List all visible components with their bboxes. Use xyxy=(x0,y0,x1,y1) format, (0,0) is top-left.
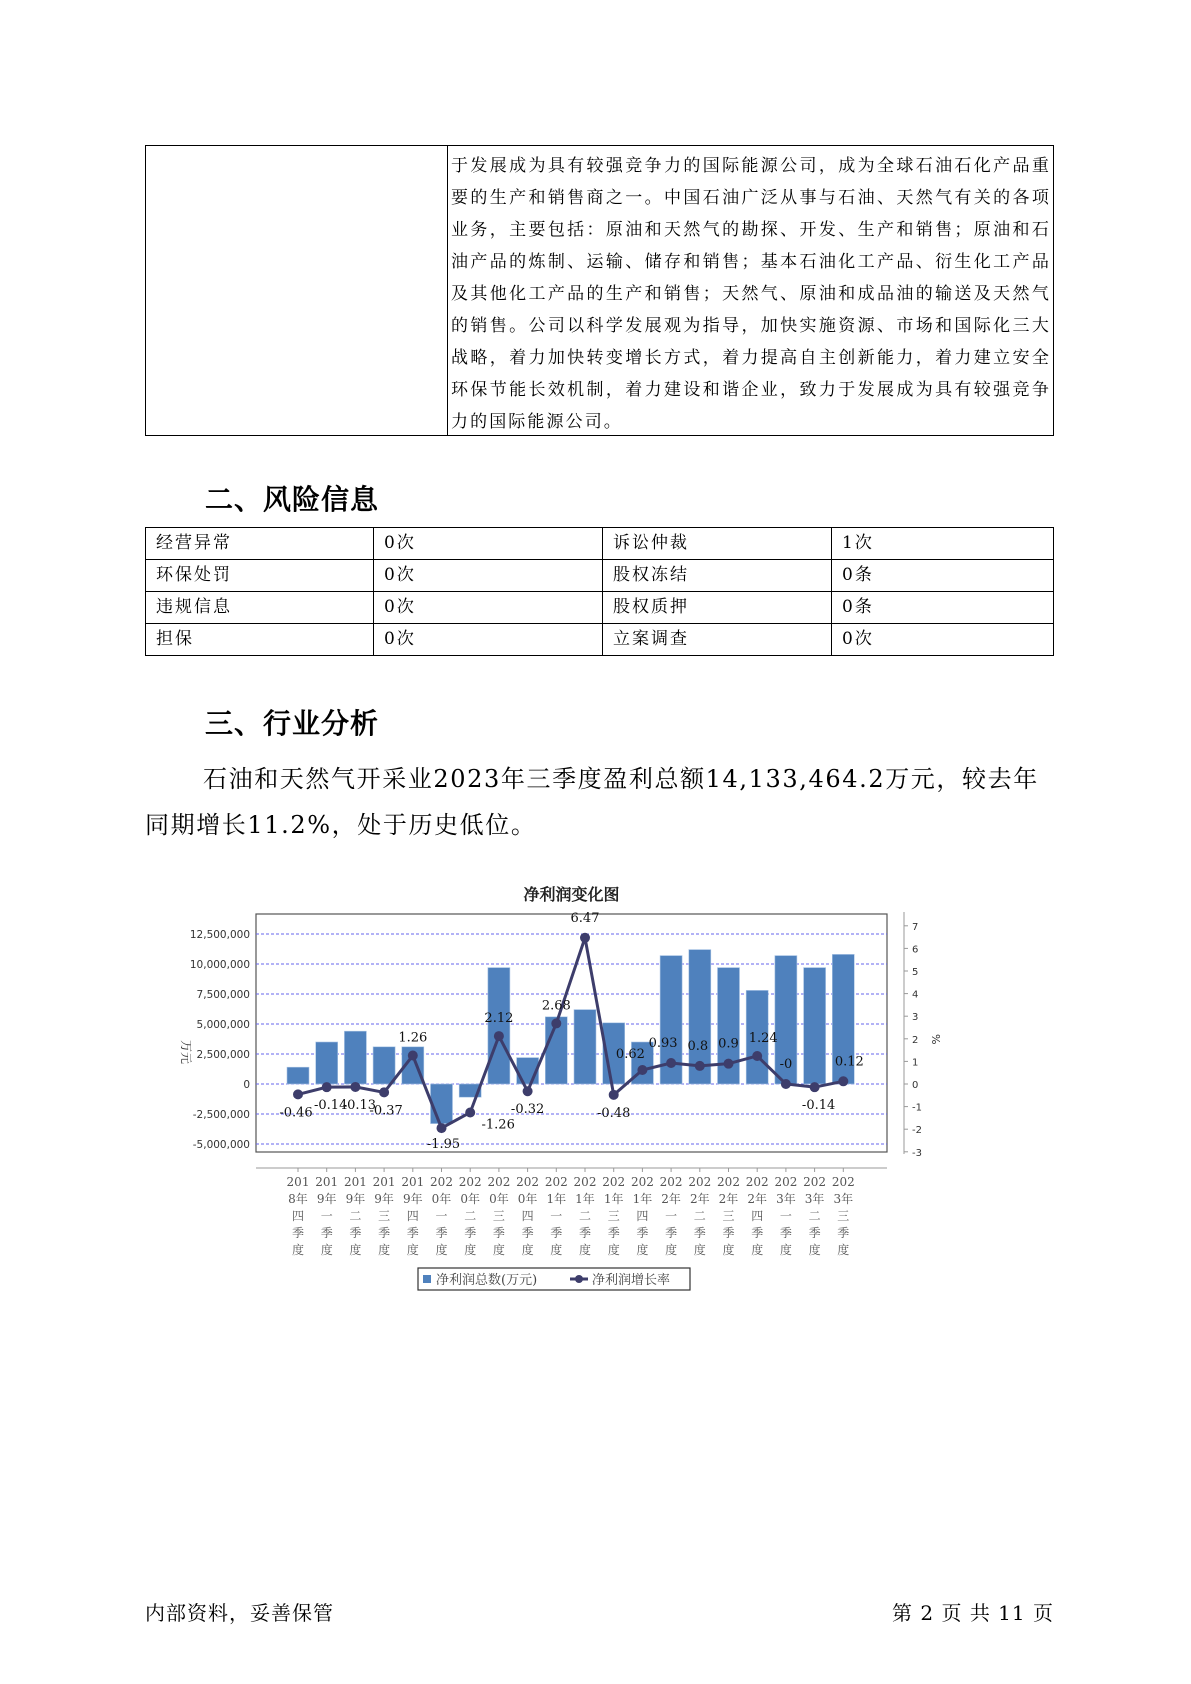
x-tick-label: 度 xyxy=(320,1243,333,1257)
risk-label: 违规信息 xyxy=(146,592,374,624)
x-tick-label: 3年 xyxy=(833,1192,854,1206)
x-tick-label: 201 xyxy=(372,1175,396,1189)
growth-rate-point xyxy=(609,1090,619,1100)
risk-label: 股权冻结 xyxy=(603,560,832,592)
net-profit-chart xyxy=(170,870,1030,1330)
x-tick-label: 季 xyxy=(435,1226,448,1240)
y-tick-label: -2,500,000 xyxy=(192,1109,250,1121)
data-label: -0.13 xyxy=(342,1097,377,1113)
x-tick-label: 0年 xyxy=(517,1192,538,1206)
risk-label: 担保 xyxy=(146,624,374,656)
x-tick-label: 202 xyxy=(630,1175,654,1189)
x-tick-label: 四 xyxy=(291,1209,305,1223)
risk-value: 0次 xyxy=(374,624,603,656)
legend-line-marker xyxy=(575,1275,583,1283)
data-label: -0.48 xyxy=(597,1105,631,1121)
industry-paragraph: 石油和天然气开采业2023年三季度盈利总额14,133,464.2万元，较去年同期增长11.2%，处于历史低位。 xyxy=(145,765,1039,839)
data-label: -0.46 xyxy=(279,1105,313,1121)
x-tick-label: 季 xyxy=(636,1226,649,1240)
data-label: 0.62 xyxy=(615,1046,645,1062)
x-tick-label: 季 xyxy=(693,1226,706,1240)
data-label: 0.12 xyxy=(834,1054,864,1070)
growth-rate-point xyxy=(666,1058,676,1068)
x-tick-label: 四 xyxy=(751,1209,764,1223)
growth-rate-point xyxy=(695,1061,705,1071)
risk-table-row xyxy=(146,528,1054,560)
risk-label: 立案调查 xyxy=(603,624,832,656)
x-tick-label: 二 xyxy=(464,1209,477,1223)
footer-page-number: 第 2 页 共 11 页 xyxy=(892,1601,1054,1625)
x-tick-label: 9年 xyxy=(402,1192,423,1206)
risk-value: 0次 xyxy=(374,592,603,624)
x-tick-label: 0年 xyxy=(460,1192,481,1206)
x-tick-label: 0年 xyxy=(431,1192,452,1206)
x-tick-label: 1年 xyxy=(632,1192,653,1206)
x-tick-label: 1年 xyxy=(575,1192,595,1206)
x-tick-label: 一 xyxy=(320,1209,333,1223)
growth-rate-point xyxy=(350,1082,360,1092)
growth-rate-point xyxy=(637,1065,647,1075)
x-tick-label: 202 xyxy=(544,1175,568,1189)
x-tick-label: 一 xyxy=(665,1209,678,1223)
x-tick-label: 季 xyxy=(492,1226,505,1240)
x-tick-label: 二 xyxy=(349,1209,362,1223)
x-tick-label: 三 xyxy=(378,1209,391,1223)
x-tick-label: 2年 xyxy=(689,1192,710,1206)
data-label: 2.68 xyxy=(541,998,571,1014)
chart-svg xyxy=(170,870,1030,1330)
y2-tick-label: 2 xyxy=(912,1034,919,1046)
risk-value: 0次 xyxy=(374,560,603,592)
industry-section-heading: 三、行业分析 xyxy=(205,707,380,740)
x-tick-label: 202 xyxy=(458,1175,482,1189)
legend-bar-swatch xyxy=(423,1275,431,1283)
x-tick-label: 三 xyxy=(492,1209,505,1223)
x-tick-label: 季 xyxy=(665,1226,678,1240)
x-tick-label: 201 xyxy=(401,1175,425,1189)
x-tick-label: 度 xyxy=(464,1243,477,1257)
x-tick-label: 度 xyxy=(837,1243,850,1257)
x-tick-label: 季 xyxy=(751,1226,764,1240)
y2-tick-label: -3 xyxy=(912,1147,922,1159)
x-tick-label: 季 xyxy=(521,1226,534,1240)
x-tick-label: 一 xyxy=(550,1209,563,1223)
growth-rate-point xyxy=(724,1059,734,1069)
growth-rate-point xyxy=(293,1089,303,1099)
x-tick-label: 9年 xyxy=(316,1192,337,1206)
growth-rate-point xyxy=(437,1123,447,1133)
y-tick-label: 10,000,000 xyxy=(189,959,250,971)
y2-tick-label: 0 xyxy=(912,1080,919,1091)
x-tick-label: 201 xyxy=(315,1175,339,1189)
growth-rate-point xyxy=(379,1087,389,1097)
x-tick-label: 度 xyxy=(808,1243,821,1257)
x-tick-label: 202 xyxy=(487,1175,511,1189)
y-axis-label: 万元 xyxy=(179,1040,193,1065)
x-tick-label: 二 xyxy=(693,1209,706,1223)
x-tick-label: 季 xyxy=(722,1226,735,1240)
data-label: 0.9 xyxy=(718,1036,739,1052)
x-tick-label: 2年 xyxy=(718,1192,739,1206)
risk-label: 经营异常 xyxy=(146,528,374,560)
x-tick-label: 四 xyxy=(636,1209,649,1223)
chart-title: 净利润变化图 xyxy=(523,885,620,904)
data-label: -1.95 xyxy=(426,1137,461,1153)
risk-value: 0次 xyxy=(832,624,1054,656)
x-tick-label: 202 xyxy=(516,1175,540,1189)
risk-info-table xyxy=(145,527,1054,656)
risk-value: 0条 xyxy=(832,592,1054,624)
growth-rate-point xyxy=(810,1082,820,1092)
x-tick-label: 1年 xyxy=(603,1192,624,1206)
x-tick-label: 三 xyxy=(722,1209,735,1223)
x-tick-label: 度 xyxy=(435,1243,448,1257)
x-tick-label: 202 xyxy=(430,1175,453,1189)
x-tick-label: 一 xyxy=(435,1209,448,1223)
x-tick-label: 季 xyxy=(320,1226,333,1240)
x-tick-label: 二 xyxy=(808,1209,821,1223)
y2-tick-label: 6 xyxy=(912,944,919,956)
x-tick-label: 季 xyxy=(550,1226,563,1240)
y-tick-label: 5,000,000 xyxy=(196,1019,250,1031)
bar xyxy=(344,1031,366,1084)
data-label: 1.24 xyxy=(748,1030,778,1046)
data-label: -0.14 xyxy=(801,1098,836,1114)
x-tick-label: 度 xyxy=(751,1243,764,1257)
bar xyxy=(373,1047,395,1084)
x-tick-label: 度 xyxy=(349,1243,362,1257)
y2-tick-label: 7 xyxy=(912,921,919,933)
growth-rate-point xyxy=(523,1086,533,1096)
x-tick-label: 202 xyxy=(717,1175,740,1189)
data-label: -0.14 xyxy=(314,1098,348,1114)
bar xyxy=(574,1010,596,1084)
growth-rate-point xyxy=(580,933,590,943)
x-tick-label: 度 xyxy=(521,1243,534,1257)
intro-label-cell xyxy=(146,146,448,435)
x-tick-label: 季 xyxy=(464,1226,477,1240)
risk-label: 环保处罚 xyxy=(146,560,374,592)
x-tick-label: 度 xyxy=(607,1243,620,1257)
y2-tick-label: 5 xyxy=(912,967,919,978)
x-tick-label: 202 xyxy=(803,1175,827,1189)
bar xyxy=(287,1067,309,1084)
x-tick-label: 202 xyxy=(573,1175,597,1189)
x-tick-label: 季 xyxy=(406,1226,419,1240)
x-tick-label: 度 xyxy=(779,1243,792,1257)
data-label: -0.37 xyxy=(369,1103,403,1119)
growth-rate-point xyxy=(494,1031,504,1041)
x-tick-label: 四 xyxy=(521,1209,534,1223)
x-tick-label: 度 xyxy=(665,1243,678,1257)
risk-value: 1次 xyxy=(832,528,1054,560)
growth-rate-point xyxy=(465,1107,475,1117)
y-tick-label: -5,000,000 xyxy=(192,1139,250,1151)
risk-table-row xyxy=(146,592,1054,624)
y2-tick-label: 1 xyxy=(912,1057,919,1069)
footer-confidential: 内部资料，妥善保管 xyxy=(145,1601,334,1625)
growth-rate-point xyxy=(408,1051,418,1061)
x-tick-label: 度 xyxy=(693,1243,706,1257)
legend-line-label: 净利润增长率 xyxy=(592,1273,671,1288)
x-tick-label: 季 xyxy=(808,1226,821,1240)
x-tick-label: 度 xyxy=(636,1243,649,1257)
data-label: -0 xyxy=(779,1057,793,1072)
risk-table-row xyxy=(146,624,1054,656)
risk-label: 股权质押 xyxy=(603,592,832,624)
x-tick-label: 1年 xyxy=(546,1192,567,1206)
x-tick-label: 202 xyxy=(688,1175,712,1189)
x-tick-label: 季 xyxy=(291,1226,305,1240)
x-tick-label: 一 xyxy=(779,1209,792,1223)
data-label: 0.93 xyxy=(648,1035,678,1051)
x-tick-label: 三 xyxy=(837,1209,850,1223)
bar xyxy=(431,1084,453,1124)
y-tick-label: 7,500,000 xyxy=(196,989,250,1001)
y2-tick-label: 3 xyxy=(912,1012,919,1024)
company-intro-table xyxy=(145,145,1054,436)
x-tick-label: 度 xyxy=(722,1243,735,1257)
risk-value: 0次 xyxy=(374,528,603,560)
growth-rate-point xyxy=(838,1076,848,1086)
y2-tick-label: -1 xyxy=(912,1102,922,1114)
risk-label: 诉讼仲裁 xyxy=(603,528,832,560)
legend-bar-label: 净利润总数(万元) xyxy=(436,1273,538,1288)
x-tick-label: 度 xyxy=(291,1243,305,1257)
x-tick-label: 二 xyxy=(578,1209,592,1223)
x-tick-label: 季 xyxy=(607,1226,620,1240)
x-tick-label: 202 xyxy=(659,1175,683,1189)
x-tick-label: 度 xyxy=(550,1243,563,1257)
intro-text-cell: 于发展成为具有较强竞争力的国际能源公司，成为全球石油石化产品重要的生产和销售商之一。中国石油广泛从事与石油、天然气有关的各项业务，主要包括：原油和天然气的勘探、开发、生产和销售；原油和石油产品的炼制、运输、储存和销售；基本石油化工产品、衍生化工产品及其他化工产品的生产和销售；天然气、原油和成品油的输送及天然气的销售。公司以科学发展观为指导，加快实施资源、市场和国际化三大战略，着力加快转变增长方式，着力提高自主创新能力，着力建立安全环保节能长效机制，着力建设和谐企业，致力于发展成为具有较强竞争力的国际能源公司。 xyxy=(451,156,1051,432)
y-tick-label: 2,500,000 xyxy=(196,1049,250,1061)
x-tick-label: 季 xyxy=(837,1226,850,1240)
x-tick-label: 2年 xyxy=(661,1192,681,1206)
bar xyxy=(316,1042,338,1084)
x-tick-label: 度 xyxy=(406,1243,419,1257)
risk-value: 0条 xyxy=(832,560,1054,592)
x-tick-label: 3年 xyxy=(804,1192,825,1206)
x-tick-label: 季 xyxy=(349,1226,362,1240)
data-label: 1.26 xyxy=(398,1030,428,1046)
x-tick-label: 8年 xyxy=(288,1192,308,1206)
x-tick-label: 202 xyxy=(745,1175,769,1189)
x-tick-label: 三 xyxy=(607,1209,620,1223)
x-tick-label: 9年 xyxy=(374,1192,394,1206)
x-tick-label: 2年 xyxy=(747,1192,768,1206)
x-tick-label: 201 xyxy=(286,1175,310,1189)
growth-rate-point xyxy=(752,1051,762,1061)
x-tick-label: 202 xyxy=(602,1175,626,1189)
data-label: 2.12 xyxy=(484,1011,514,1027)
x-tick-label: 3年 xyxy=(776,1192,796,1206)
risk-section-heading: 二、风险信息 xyxy=(205,483,380,516)
x-tick-label: 季 xyxy=(779,1226,792,1240)
x-tick-label: 季 xyxy=(378,1226,391,1240)
x-tick-label: 度 xyxy=(578,1243,592,1257)
data-label: 0.8 xyxy=(687,1038,709,1054)
y2-tick-label: 4 xyxy=(912,989,919,1001)
y-tick-label: 12,500,000 xyxy=(189,929,250,941)
data-label: -0.32 xyxy=(510,1102,545,1118)
data-label: -1.26 xyxy=(481,1117,515,1133)
x-tick-label: 9年 xyxy=(345,1192,366,1206)
x-tick-label: 度 xyxy=(378,1243,391,1257)
data-label: 6.47 xyxy=(570,910,600,926)
growth-rate-point xyxy=(781,1079,791,1089)
growth-rate-point xyxy=(551,1018,561,1028)
x-tick-label: 四 xyxy=(406,1209,419,1223)
y-tick-label: 0 xyxy=(243,1079,250,1091)
x-tick-label: 201 xyxy=(343,1175,367,1189)
bar xyxy=(804,968,826,1084)
x-tick-label: 0年 xyxy=(489,1192,509,1206)
x-tick-label: 202 xyxy=(774,1175,798,1189)
x-tick-label: 度 xyxy=(492,1243,505,1257)
y2-tick-label: -2 xyxy=(912,1125,922,1137)
growth-rate-point xyxy=(322,1082,332,1092)
x-tick-label: 季 xyxy=(578,1226,592,1240)
x-tick-label: 202 xyxy=(831,1175,855,1189)
y2-axis-label: % xyxy=(929,1034,942,1045)
risk-table-row xyxy=(146,560,1054,592)
